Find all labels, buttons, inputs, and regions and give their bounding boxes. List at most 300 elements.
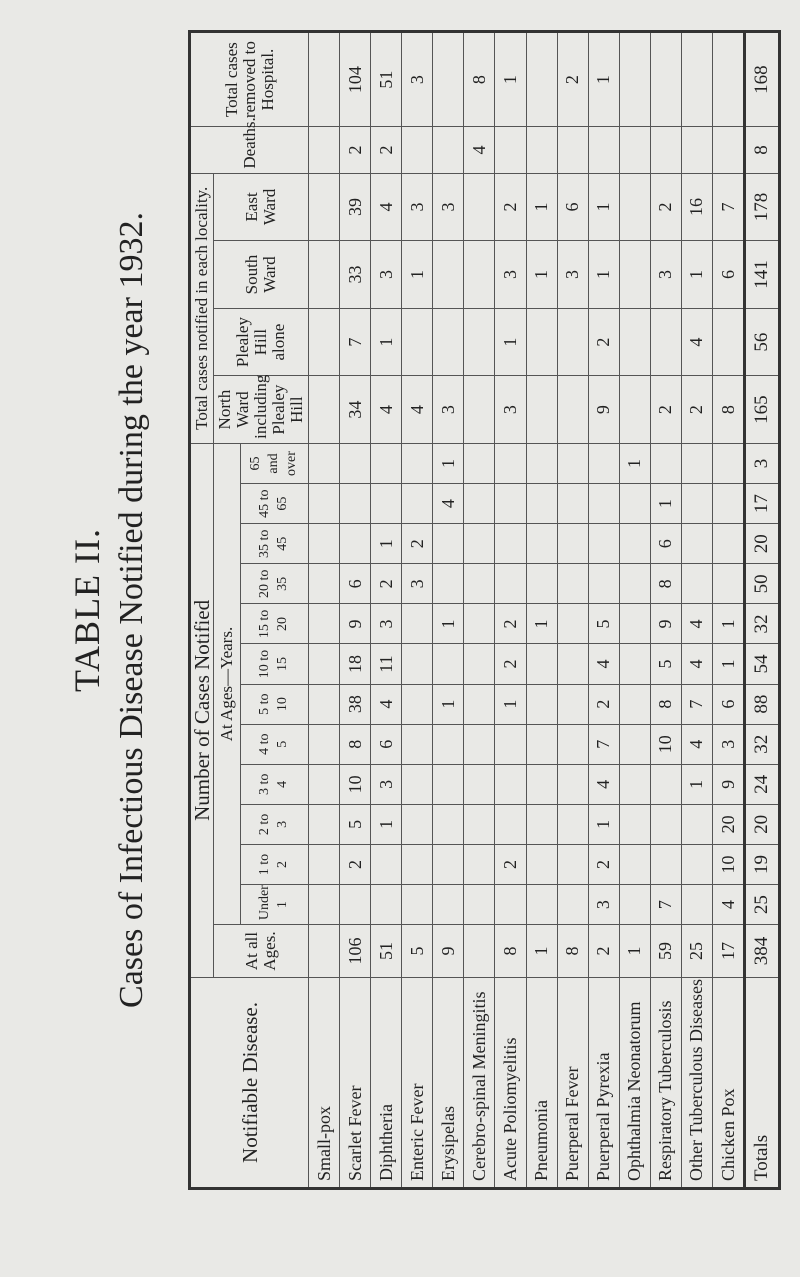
age-cell (557, 804, 588, 844)
age-cell (681, 564, 712, 604)
age-cell: 6 (713, 684, 745, 724)
age-cell (681, 443, 712, 483)
age-cell (309, 604, 340, 644)
age-cell (681, 804, 712, 844)
disease-name: Cerebro-spinal Meningitis (464, 977, 495, 1188)
age-cell: 4 (371, 684, 402, 724)
age-cell (402, 604, 433, 644)
age-cell (619, 684, 650, 724)
all-ages-cell: 59 (650, 925, 681, 978)
totals-age-cell: 32 (745, 724, 780, 764)
totals-age-cell: 32 (745, 604, 780, 644)
locality-cell: 1 (588, 173, 619, 241)
notification-table (188, 30, 781, 1190)
header-at-ages: At Ages—Years. (214, 443, 241, 924)
locality-cell (464, 308, 495, 376)
age-cell: 5 (650, 644, 681, 684)
age-cell (557, 684, 588, 724)
age-cell (371, 844, 402, 884)
age-cell (464, 644, 495, 684)
age-cell: 8 (650, 684, 681, 724)
age-cell (464, 443, 495, 483)
locality-cell: 4 (402, 376, 433, 444)
deaths-cell: 4 (464, 127, 495, 173)
age-cell (402, 443, 433, 483)
totals-age-cell: 17 (745, 484, 780, 524)
table-row (371, 32, 402, 1189)
locality-cell: 1 (495, 308, 526, 376)
locality-cell: 4 (371, 173, 402, 241)
totals-age-cell: 88 (745, 684, 780, 724)
age-cell: 3 (371, 604, 402, 644)
header-loc-east: East Ward (214, 173, 309, 241)
header-age-column: 45 to 65 (240, 484, 308, 524)
age-cell (681, 844, 712, 884)
disease-name: Pneumonia (526, 977, 557, 1188)
age-cell (588, 564, 619, 604)
age-cell: 3 (371, 764, 402, 804)
age-cell (371, 885, 402, 925)
age-cell: 3 (713, 724, 745, 764)
age-cell (619, 764, 650, 804)
deaths-cell (495, 127, 526, 173)
age-cell (526, 564, 557, 604)
locality-cell: 4 (371, 376, 402, 444)
age-cell (309, 484, 340, 524)
age-cell (402, 724, 433, 764)
age-cell: 4 (588, 644, 619, 684)
age-cell (464, 844, 495, 884)
age-cell: 9 (713, 764, 745, 804)
locality-cell: 1 (588, 241, 619, 309)
age-cell (619, 644, 650, 684)
header-age-column: 3 to 4 (240, 764, 308, 804)
age-cell: 2 (495, 844, 526, 884)
age-cell (681, 484, 712, 524)
totals-row (745, 32, 780, 1189)
age-cell (526, 885, 557, 925)
age-cell (464, 484, 495, 524)
locality-cell: 4 (681, 308, 712, 376)
disease-name: Chicken Pox (713, 977, 745, 1188)
age-cell (526, 804, 557, 844)
age-cell: 38 (340, 684, 371, 724)
table-body (309, 32, 780, 1189)
table-row (588, 32, 619, 1189)
all-ages-cell: 1 (526, 925, 557, 978)
table-row (309, 32, 340, 1189)
locality-cell: 2 (650, 376, 681, 444)
locality-cell (309, 376, 340, 444)
locality-cell: 2 (681, 376, 712, 444)
deaths-cell (526, 127, 557, 173)
table-row (713, 32, 745, 1189)
disease-name: Puerperal Pyrexia (588, 977, 619, 1188)
age-cell (557, 764, 588, 804)
header-age-column: 1 to 2 (240, 844, 308, 884)
age-cell: 2 (495, 604, 526, 644)
age-cell (464, 684, 495, 724)
age-cell (650, 804, 681, 844)
table-row (650, 32, 681, 1189)
locality-cell: 2 (495, 173, 526, 241)
age-cell: 8 (650, 564, 681, 604)
hospital-cell: 1 (588, 32, 619, 127)
deaths-cell (588, 127, 619, 173)
age-cell: 1 (588, 804, 619, 844)
deaths-cell (713, 127, 745, 173)
locality-cell: 1 (526, 173, 557, 241)
age-cell (340, 484, 371, 524)
table-row (619, 32, 650, 1189)
age-cell (557, 524, 588, 564)
locality-cell (433, 241, 464, 309)
deaths-cell (433, 127, 464, 173)
totals-all-ages: 384 (745, 925, 780, 978)
all-ages-cell: 8 (557, 925, 588, 978)
age-cell: 2 (588, 684, 619, 724)
age-cell (681, 885, 712, 925)
age-cell (309, 443, 340, 483)
age-cell (526, 764, 557, 804)
age-cell (495, 524, 526, 564)
age-cell (495, 885, 526, 925)
age-cell (309, 684, 340, 724)
deaths-cell (309, 127, 340, 173)
age-cell: 1 (495, 684, 526, 724)
header-age-column: 20 to 35 (240, 564, 308, 604)
age-cell (309, 844, 340, 884)
age-cell (650, 443, 681, 483)
locality-cell: 3 (433, 376, 464, 444)
age-cell: 4 (588, 764, 619, 804)
header-age-column: 65 and over (240, 443, 308, 483)
header-all-ages: At all Ages. (214, 925, 309, 978)
age-cell (588, 443, 619, 483)
age-cell: 4 (681, 604, 712, 644)
locality-cell (557, 308, 588, 376)
age-cell (526, 844, 557, 884)
age-cell: 10 (650, 724, 681, 764)
disease-name: Scarlet Fever (340, 977, 371, 1188)
age-cell: 3 (402, 564, 433, 604)
age-cell: 6 (340, 564, 371, 604)
age-cell (402, 684, 433, 724)
locality-cell: 6 (713, 241, 745, 309)
table-row (681, 32, 712, 1189)
age-cell: 11 (371, 644, 402, 684)
totals-age-cell: 20 (745, 524, 780, 564)
locality-cell: 9 (588, 376, 619, 444)
header-age-column: 35 to 45 (240, 524, 308, 564)
locality-cell (619, 308, 650, 376)
disease-name: Small-pox (309, 977, 340, 1188)
age-cell (619, 885, 650, 925)
age-cell (588, 484, 619, 524)
age-cell (619, 564, 650, 604)
age-cell (309, 644, 340, 684)
locality-cell: 1 (371, 308, 402, 376)
hospital-cell: 2 (557, 32, 588, 127)
age-cell (557, 724, 588, 764)
deaths-cell (650, 127, 681, 173)
deaths-cell (619, 127, 650, 173)
rotated-page (68, 30, 778, 1190)
locality-cell (526, 308, 557, 376)
age-cell (433, 724, 464, 764)
locality-cell (619, 241, 650, 309)
header-age-column: 15 to 20 (240, 604, 308, 644)
hospital-cell (713, 32, 745, 127)
locality-cell (557, 376, 588, 444)
age-cell (619, 724, 650, 764)
age-cell: 2 (371, 564, 402, 604)
age-cell: 8 (340, 724, 371, 764)
age-cell (619, 804, 650, 844)
age-cell (402, 804, 433, 844)
age-cell (526, 644, 557, 684)
age-cell (309, 764, 340, 804)
age-cell: 10 (340, 764, 371, 804)
table-row (526, 32, 557, 1189)
age-cell (371, 443, 402, 483)
age-cell (713, 524, 745, 564)
totals-locality-cell: 178 (745, 173, 780, 241)
age-cell: 1 (433, 604, 464, 644)
age-cell (433, 764, 464, 804)
all-ages-cell (309, 925, 340, 978)
age-cell: 9 (650, 604, 681, 644)
age-cell: 1 (619, 443, 650, 483)
totals-age-cell: 54 (745, 644, 780, 684)
age-cell (557, 885, 588, 925)
locality-cell: 3 (371, 241, 402, 309)
age-cell: 1 (371, 804, 402, 844)
deaths-cell (402, 127, 433, 173)
age-cell (495, 724, 526, 764)
totals-age-cell: 24 (745, 764, 780, 804)
age-cell (557, 644, 588, 684)
totals-deaths: 8 (745, 127, 780, 173)
header-number-notified: Number of Cases Notified (190, 443, 214, 977)
table-row (464, 32, 495, 1189)
hospital-cell: 3 (402, 32, 433, 127)
disease-name: Puerperal Fever (557, 977, 588, 1188)
locality-cell: 3 (495, 241, 526, 309)
age-cell (526, 724, 557, 764)
header-hospital: Total cases removed to Hospital. (190, 32, 309, 127)
header-loc-plealey: Plealey Hill alone (214, 308, 309, 376)
age-cell (433, 564, 464, 604)
table-subtitle: Cases of Infectious Disease Notified during the year 1932. (113, 212, 150, 1008)
age-cell: 3 (588, 885, 619, 925)
locality-cell (309, 241, 340, 309)
age-cell: 1 (681, 764, 712, 804)
age-cell (681, 524, 712, 564)
locality-cell: 3 (557, 241, 588, 309)
disease-name: Diphtheria (371, 977, 402, 1188)
age-cell (464, 885, 495, 925)
age-cell (650, 764, 681, 804)
age-cell: 2 (588, 844, 619, 884)
age-cell (557, 484, 588, 524)
totals-locality-cell: 165 (745, 376, 780, 444)
age-cell (495, 764, 526, 804)
locality-cell (713, 308, 745, 376)
table-row (495, 32, 526, 1189)
totals-label: Totals (745, 977, 780, 1188)
hospital-cell (650, 32, 681, 127)
age-cell (495, 804, 526, 844)
deaths-cell (681, 127, 712, 173)
hospital-cell: 1 (495, 32, 526, 127)
table-row (402, 32, 433, 1189)
table-container (188, 30, 773, 1190)
age-cell: 10 (713, 844, 745, 884)
locality-cell: 7 (713, 173, 745, 241)
age-cell (713, 484, 745, 524)
age-cell: 4 (713, 885, 745, 925)
locality-cell (309, 308, 340, 376)
age-cell (557, 604, 588, 644)
all-ages-cell: 51 (371, 925, 402, 978)
age-cell (340, 885, 371, 925)
age-cell (433, 644, 464, 684)
header-age-column: 10 to 15 (240, 644, 308, 684)
all-ages-cell: 9 (433, 925, 464, 978)
locality-cell: 1 (681, 241, 712, 309)
header-locality: Total cases notified in each locality. (190, 173, 214, 443)
age-cell: 1 (371, 524, 402, 564)
age-cell (619, 844, 650, 884)
age-cell (309, 524, 340, 564)
locality-cell (464, 173, 495, 241)
table-title: TABLE II. (67, 527, 107, 693)
age-cell (402, 484, 433, 524)
hospital-cell (681, 32, 712, 127)
age-cell (433, 844, 464, 884)
hospital-cell: 51 (371, 32, 402, 127)
locality-cell: 3 (433, 173, 464, 241)
totals-age-cell: 3 (745, 443, 780, 483)
age-cell (526, 443, 557, 483)
all-ages-cell: 2 (588, 925, 619, 978)
age-cell (464, 564, 495, 604)
age-cell (309, 564, 340, 604)
age-cell (464, 804, 495, 844)
age-cell (557, 844, 588, 884)
all-ages-cell: 8 (495, 925, 526, 978)
disease-name: Respiratory Tuberculosis (650, 977, 681, 1188)
table-row (340, 32, 371, 1189)
locality-cell (619, 376, 650, 444)
locality-cell: 8 (713, 376, 745, 444)
hospital-cell: 104 (340, 32, 371, 127)
all-ages-cell: 106 (340, 925, 371, 978)
age-cell (713, 443, 745, 483)
age-cell: 7 (650, 885, 681, 925)
age-cell (495, 564, 526, 604)
locality-cell (309, 173, 340, 241)
age-cell (402, 644, 433, 684)
age-cell (619, 604, 650, 644)
locality-cell: 1 (402, 241, 433, 309)
age-cell (433, 804, 464, 844)
header-age-column: 2 to 3 (240, 804, 308, 844)
totals-age-cell: 20 (745, 804, 780, 844)
age-cell: 1 (526, 604, 557, 644)
header-disease: Notifiable Disease. (190, 977, 309, 1188)
age-cell (433, 524, 464, 564)
age-cell (464, 604, 495, 644)
totals-age-cell: 25 (745, 885, 780, 925)
age-cell (526, 524, 557, 564)
locality-cell (402, 308, 433, 376)
locality-cell: 16 (681, 173, 712, 241)
age-cell: 4 (681, 644, 712, 684)
header-loc-north: North Ward including Plealey Hill (214, 376, 309, 444)
all-ages-cell: 25 (681, 925, 712, 978)
age-cell: 1 (713, 604, 745, 644)
age-cell (309, 724, 340, 764)
header-age-column: 5 to 10 (240, 684, 308, 724)
age-cell (619, 524, 650, 564)
locality-cell: 33 (340, 241, 371, 309)
locality-cell (464, 376, 495, 444)
all-ages-cell (464, 925, 495, 978)
deaths-cell: 2 (371, 127, 402, 173)
age-cell: 2 (402, 524, 433, 564)
deaths-cell (557, 127, 588, 173)
locality-cell: 3 (402, 173, 433, 241)
age-cell (650, 844, 681, 884)
age-cell (526, 684, 557, 724)
age-cell: 7 (681, 684, 712, 724)
totals-locality-cell: 56 (745, 308, 780, 376)
age-cell: 5 (340, 804, 371, 844)
age-cell (588, 524, 619, 564)
age-cell: 6 (650, 524, 681, 564)
age-cell (557, 443, 588, 483)
locality-cell (464, 241, 495, 309)
locality-cell: 2 (650, 173, 681, 241)
age-cell (402, 844, 433, 884)
locality-cell: 39 (340, 173, 371, 241)
age-cell: 1 (433, 684, 464, 724)
locality-cell: 6 (557, 173, 588, 241)
disease-name: Enteric Fever (402, 977, 433, 1188)
locality-cell: 3 (495, 376, 526, 444)
age-cell (340, 524, 371, 564)
disease-name: Erysipelas (433, 977, 464, 1188)
age-cell: 2 (340, 844, 371, 884)
age-cell (309, 804, 340, 844)
all-ages-cell: 17 (713, 925, 745, 978)
header-age-column: Under 1 (240, 885, 308, 925)
totals-hospital: 168 (745, 32, 780, 127)
header-loc-south: South Ward (214, 241, 309, 309)
age-cell (433, 885, 464, 925)
disease-name: Ophthalmia Neonatorum (619, 977, 650, 1188)
locality-cell: 2 (588, 308, 619, 376)
age-cell: 18 (340, 644, 371, 684)
locality-cell (650, 308, 681, 376)
locality-cell: 34 (340, 376, 371, 444)
all-ages-cell: 1 (619, 925, 650, 978)
disease-name: Other Tuberculous Diseases (681, 977, 712, 1188)
age-cell (371, 484, 402, 524)
locality-cell (526, 376, 557, 444)
